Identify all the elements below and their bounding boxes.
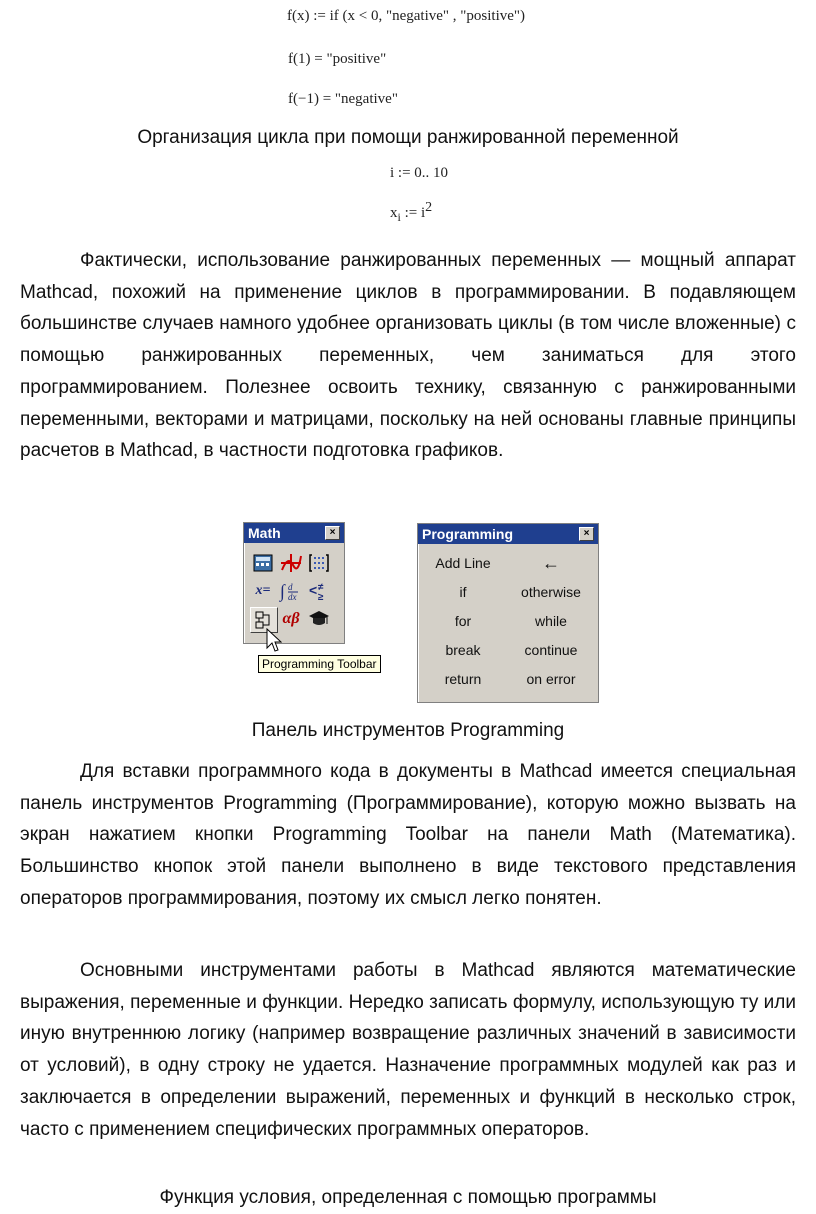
math-toolbar-titlebar[interactable]	[244, 523, 344, 543]
programming-toolbar-title: Programming	[422, 526, 514, 542]
x-assign: := i	[404, 205, 426, 221]
boolean-icon[interactable]	[306, 579, 332, 603]
otherwise-button[interactable]: otherwise	[521, 584, 581, 600]
formula-f-positive: f(1) = "positive"	[288, 51, 387, 67]
evaluation-icon[interactable]: x=	[255, 583, 271, 598]
formula-f-definition: f(x) := if (x < 0, "negative" , "positive")	[287, 8, 526, 24]
formula-x-assign	[390, 200, 432, 230]
calculus-icon[interactable]	[278, 579, 304, 603]
heading-loop: Организация цикла при помощи ранжированной переменной	[137, 127, 679, 148]
paragraph-program-modules: Основными инструментами работы в Mathcad являются математические выражения, переменные и функции. Нередко записать формулу, использующую ту или иную внутреннюю логику (например возвращение различных значений в зависимости от условий), в одну строку не удается. Назначение программных модулей как раз и заключается в определении выражений, переменных и функций в несколько строк, часто с применением специфических программных операторов.	[20, 960, 796, 1140]
graph-icon[interactable]	[278, 551, 304, 575]
x-exponent: 2	[425, 200, 433, 215]
svg-text:dx: dx	[288, 592, 297, 602]
formula-range: i := 0.. 10	[390, 165, 449, 181]
continue-button[interactable]: continue	[524, 642, 578, 658]
paragraph-ranged-variables: Фактически, использование ранжированных переменных — мощный аппарат Mathcad, похожий на применение циклов в программировании. В подавляющем большинстве случаев намного удобнее организовать циклы (в том числе вложенные) с помощью ранжированных переменных, чем заниматься для этого программированием. Полезнее освоить технику, связанную с ранжированными переменными, векторами и матрицами, поскольку на ней основаны главные принципы расчетов в Mathcad, в частности подготовка графиков.	[20, 250, 796, 462]
caption-programming-toolbar: Панель инструментов Programming	[251, 720, 565, 741]
mouse-cursor-icon	[266, 628, 282, 654]
if-button[interactable]: if	[459, 584, 467, 600]
programming-toolbar-titlebar[interactable]	[418, 524, 598, 544]
heading-condition-function: Функция условия, определенная с помощью программы	[159, 1187, 657, 1208]
add-line-button[interactable]: Add Line	[435, 555, 491, 571]
svg-text:∫: ∫	[280, 581, 285, 601]
programming-toolbar-close-button[interactable]: ×	[579, 527, 594, 541]
svg-text:d: d	[288, 582, 293, 592]
for-button[interactable]: for	[454, 613, 472, 629]
paragraph-programming-panel: Для вставки программного кода в документы в Mathcad имеется специальная панель инструментов Programming (Программирование), которую можно вызвать на экран нажатием кнопки Programming Toolbar на панели Math (Математика). Большинство кнопок этой панели выполнено в виде текстового представления операторов программирования, поэтому их смысл легко понятен.	[20, 761, 796, 909]
formula-f-negative: f(−1) = "negative"	[288, 91, 398, 107]
symbolic-icon[interactable]	[306, 607, 332, 631]
x-var: x	[390, 205, 398, 221]
programming-toolbar	[417, 523, 599, 703]
svg-text:≠: ≠	[318, 582, 324, 593]
while-button[interactable]: while	[535, 613, 567, 629]
math-toolbar	[243, 522, 345, 644]
return-button[interactable]: return	[444, 671, 482, 687]
break-button[interactable]: break	[445, 642, 481, 658]
greek-icon[interactable]: αβ	[282, 610, 300, 627]
on-error-button[interactable]: on error	[526, 671, 576, 687]
local-assign-button[interactable]: ←	[542, 553, 560, 573]
svg-text:<: <	[309, 582, 318, 598]
x-subscript: i	[397, 210, 401, 224]
calculator-icon[interactable]	[250, 551, 276, 575]
math-toolbar-title: Math	[248, 525, 281, 541]
math-toolbar-close-button[interactable]: ×	[325, 526, 340, 540]
programming-toolbar-tooltip: Programming Toolbar	[258, 655, 381, 673]
svg-text:≥: ≥	[318, 592, 324, 602]
matrix-icon[interactable]	[306, 551, 332, 575]
